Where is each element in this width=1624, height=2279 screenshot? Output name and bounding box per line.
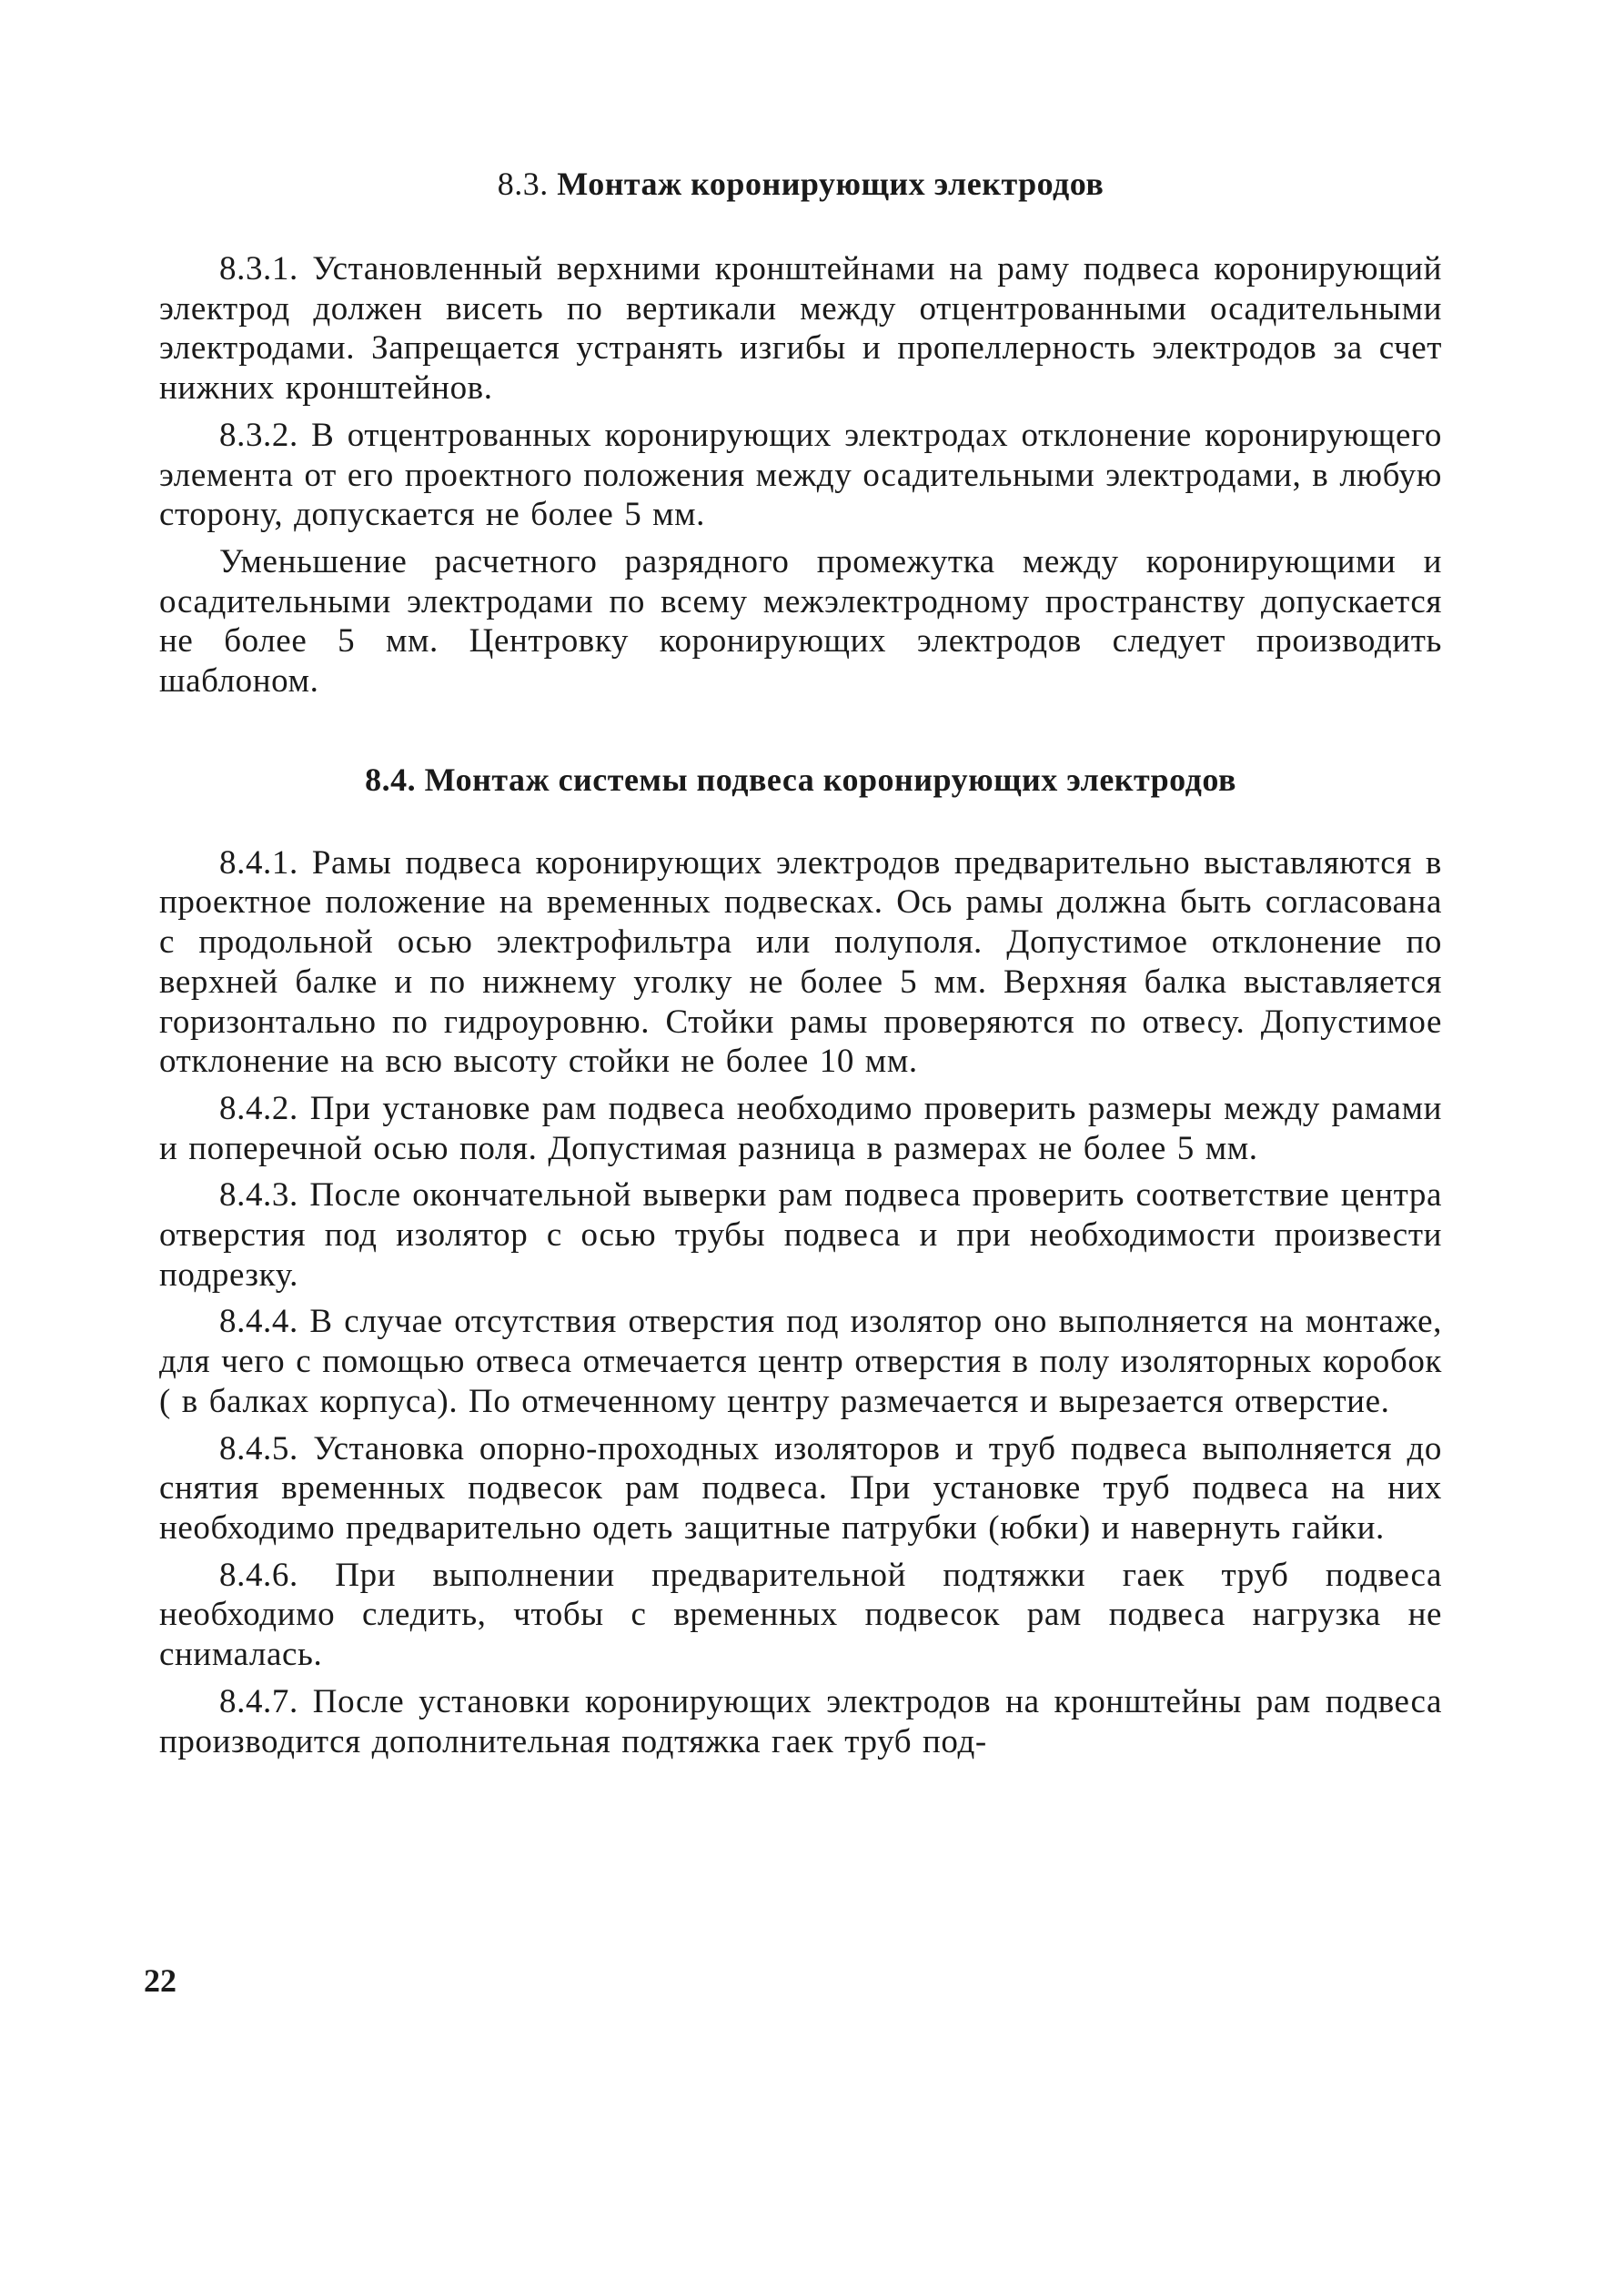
paragraph-8-3-2: 8.3.2. В отцентрованных коронирующих электродах отклонение коронирующего элемента от его проектного положения между осадительными электродами, в любую сторону, допускается не более 5 мм. (159, 416, 1442, 534)
paragraph-8-4-1: 8.4.1. Рамы подвеса коронирующих электродов предварительно выставляются в проектное положение на временных подвесках. Ось рамы должна быть согласована с продольной осью электрофильтра или полуполя. Допустимое отклонение по верхней балке и по нижнему уголку не более 5 мм. Верхняя балка выставляется горизонтально по гидроуровню. Стойки рамы проверяются по отвесу. Допустимое отклонение на всю высоту стойки не более 10 мм. (159, 843, 1442, 1081)
section-title: Монтаж системы подвеса коронирующих электродов (424, 761, 1236, 798)
section-number: 8.4. (365, 761, 417, 798)
paragraph-8-4-2: 8.4.2. При установке рам подвеса необходимо проверить размеры между рамами и поперечной осью поля. Допустимая разница в размерах не более 5 мм. (159, 1089, 1442, 1167)
paragraph-8-4-5: 8.4.5. Установка опорно-проходных изоляторов и труб подвеса выполняется до снятия временных подвесок рам подвеса. При установке труб подвеса на них необходимо предварительно одеть защитные патрубки (юбки) и навернуть гайки. (159, 1429, 1442, 1547)
paragraph-8-3-2-cont: Уменьшение расчетного разрядного промежутка между коронирующими и осадительными электродами по всему межэлектродному пространству допускается не более 5 мм. Центровку коронирующих электродов следует производить шаблоном. (159, 542, 1442, 701)
section-title: Монтаж коронирующих электродов (557, 166, 1105, 202)
paragraph-8-3-1: 8.3.1. Установленный верхними кронштейнами на раму подвеса коронирующий электрод должен висеть по вертикали между отцентрованными осадительными электродами. Запрещается устранять изгибы и пропеллерность электродов за счет нижних кронштейнов. (159, 250, 1442, 408)
section-number: 8.3. (497, 166, 549, 202)
section-heading-8-3 (159, 164, 1442, 204)
paragraph-8-4-4: 8.4.4. В случае отсутствия отверстия под изолятор оно выполняется на монтаже, для чего с помощью отвеса отмечается центр отверстия в полу изоляторных коробок ( в балках корпуса). По отмеченному центру размечается и вырезается отверстие. (159, 1303, 1442, 1420)
paragraph-8-4-7: 8.4.7. После установки коронирующих электродов на кронштейны рам подвеса производится дополнительная подтяжка гаек труб под- (159, 1682, 1442, 1760)
page-body (159, 164, 1442, 1761)
paragraph-8-4-3: 8.4.3. После окончательной выверки рам подвеса проверить соответствие центра отверстия под изолятор с осью трубы подвеса и при необходимости произвести подрезку. (159, 1176, 1442, 1294)
paragraph-8-4-6: 8.4.6. При выполнении предварительной подтяжки гаек труб подвеса необходимо следить, чтобы с временных подвесок рам подвеса нагрузка не снималась. (159, 1556, 1442, 1674)
section-heading-8-4 (159, 760, 1442, 800)
page-number: 22 (144, 1962, 177, 1999)
